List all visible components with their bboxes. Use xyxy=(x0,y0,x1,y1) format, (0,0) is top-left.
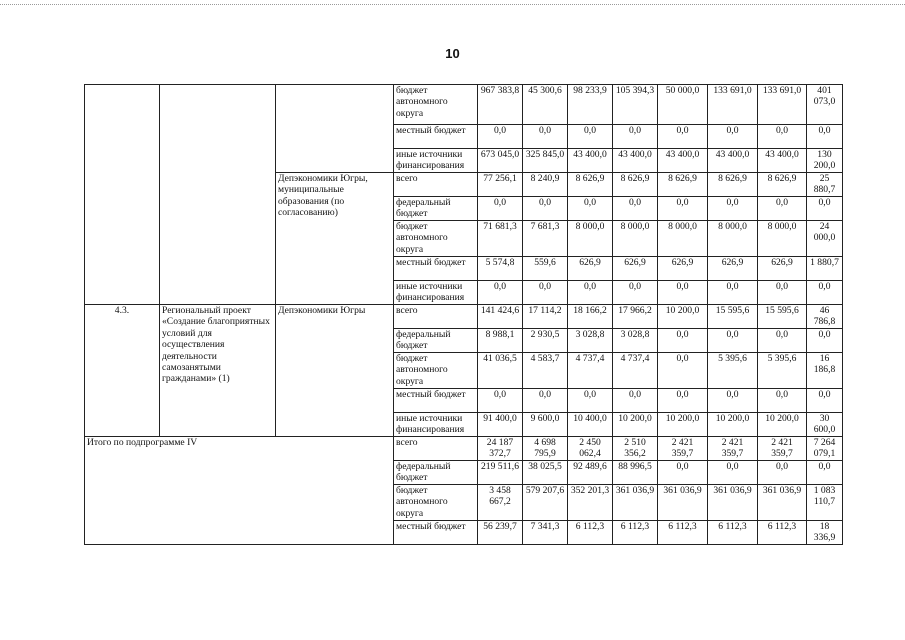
value-cell: 91 400,0 xyxy=(478,413,523,437)
value-cell: 0,0 xyxy=(613,389,658,413)
value-cell: 0,0 xyxy=(523,197,568,221)
executor-cell: Депэкономики Югры xyxy=(276,305,394,437)
value-cell: 0,0 xyxy=(708,461,758,485)
value-cell: 24 187 372,7 xyxy=(478,437,523,461)
value-cell: 141 424,6 xyxy=(478,305,523,329)
value-cell: 50 000,0 xyxy=(658,85,708,125)
funding-source-cell: всего xyxy=(394,437,478,461)
value-cell: 2 930,5 xyxy=(523,329,568,353)
value-cell: 7 341,3 xyxy=(523,521,568,545)
value-cell: 18 336,9 xyxy=(807,521,843,545)
value-cell: 56 239,7 xyxy=(478,521,523,545)
value-cell: 0,0 xyxy=(478,125,523,149)
value-cell: 6 112,3 xyxy=(568,521,613,545)
funding-source-cell: бюджет автономного округа xyxy=(394,221,478,257)
value-cell: 17 114,2 xyxy=(523,305,568,329)
value-cell: 9 600,0 xyxy=(523,413,568,437)
value-cell: 8 626,9 xyxy=(758,173,807,197)
value-cell: 0,0 xyxy=(523,125,568,149)
value-cell: 105 394,3 xyxy=(613,85,658,125)
value-cell: 4 737,4 xyxy=(568,353,613,389)
value-cell: 361 036,9 xyxy=(613,485,658,521)
funding-source-cell: местный бюджет xyxy=(394,125,478,149)
funding-source-cell: федеральный бюджет xyxy=(394,329,478,353)
funding-source-cell: федеральный бюджет xyxy=(394,197,478,221)
funding-source-cell: федеральный бюджет xyxy=(394,461,478,485)
value-cell: 0,0 xyxy=(758,125,807,149)
value-cell: 1 083 110,7 xyxy=(807,485,843,521)
funding-source-cell: иные источники финансирования xyxy=(394,413,478,437)
value-cell: 0,0 xyxy=(658,197,708,221)
value-cell: 8 626,9 xyxy=(568,173,613,197)
value-cell: 6 112,3 xyxy=(758,521,807,545)
value-cell: 0,0 xyxy=(758,389,807,413)
value-cell: 0,0 xyxy=(758,197,807,221)
value-cell: 352 201,3 xyxy=(568,485,613,521)
value-cell: 10 200,0 xyxy=(613,413,658,437)
funding-source-cell: местный бюджет xyxy=(394,521,478,545)
value-cell: 0,0 xyxy=(807,461,843,485)
value-cell: 6 112,3 xyxy=(658,521,708,545)
value-cell: 361 036,9 xyxy=(658,485,708,521)
value-cell: 7 681,3 xyxy=(523,221,568,257)
value-cell: 130 200,0 xyxy=(807,149,843,173)
value-cell: 43 400,0 xyxy=(758,149,807,173)
value-cell: 24 000,0 xyxy=(807,221,843,257)
value-cell: 626,9 xyxy=(568,257,613,281)
value-cell: 2 510 356,2 xyxy=(613,437,658,461)
value-cell: 10 200,0 xyxy=(658,413,708,437)
value-cell: 967 383,8 xyxy=(478,85,523,125)
value-cell: 0,0 xyxy=(807,281,843,305)
value-cell: 0,0 xyxy=(807,125,843,149)
value-cell: 25 880,7 xyxy=(807,173,843,197)
value-cell: 38 025,5 xyxy=(523,461,568,485)
value-cell: 0,0 xyxy=(758,281,807,305)
value-cell: 0,0 xyxy=(708,125,758,149)
executor-cell: Депэкономики Югры, муниципальные образования (по согласованию) xyxy=(276,173,394,305)
value-cell: 5 395,6 xyxy=(708,353,758,389)
value-cell: 16 186,8 xyxy=(807,353,843,389)
value-cell: 626,9 xyxy=(758,257,807,281)
value-cell: 8 000,0 xyxy=(758,221,807,257)
value-cell: 71 681,3 xyxy=(478,221,523,257)
value-cell: 0,0 xyxy=(807,329,843,353)
value-cell: 45 300,6 xyxy=(523,85,568,125)
row-number-cell: 4.3. xyxy=(85,305,160,437)
value-cell: 0,0 xyxy=(523,281,568,305)
value-cell: 0,0 xyxy=(658,125,708,149)
value-cell: 8 240,9 xyxy=(523,173,568,197)
value-cell: 0,0 xyxy=(613,281,658,305)
table-row xyxy=(85,437,843,461)
value-cell: 5 395,6 xyxy=(758,353,807,389)
value-cell: 77 256,1 xyxy=(478,173,523,197)
value-cell: 8 626,9 xyxy=(708,173,758,197)
value-cell: 0,0 xyxy=(568,281,613,305)
funding-source-cell: иные источники финансирования xyxy=(394,149,478,173)
value-cell: 4 698 795,9 xyxy=(523,437,568,461)
value-cell: 133 691,0 xyxy=(758,85,807,125)
value-cell: 626,9 xyxy=(708,257,758,281)
value-cell: 0,0 xyxy=(708,281,758,305)
value-cell: 10 200,0 xyxy=(758,413,807,437)
value-cell: 88 996,5 xyxy=(613,461,658,485)
value-cell: 673 045,0 xyxy=(478,149,523,173)
value-cell: 6 112,3 xyxy=(613,521,658,545)
subtotal-label-cell: Итого по подпрограмме IV xyxy=(85,437,394,545)
value-cell: 0,0 xyxy=(568,197,613,221)
value-cell: 92 489,6 xyxy=(568,461,613,485)
value-cell: 18 166,2 xyxy=(568,305,613,329)
value-cell: 0,0 xyxy=(658,389,708,413)
value-cell: 0,0 xyxy=(758,461,807,485)
value-cell: 0,0 xyxy=(568,125,613,149)
value-cell: 43 400,0 xyxy=(708,149,758,173)
funding-source-cell: местный бюджет xyxy=(394,257,478,281)
value-cell: 5 574,8 xyxy=(478,257,523,281)
value-cell: 8 000,0 xyxy=(708,221,758,257)
value-cell: 0,0 xyxy=(478,281,523,305)
value-cell: 401 073,0 xyxy=(807,85,843,125)
value-cell: 0,0 xyxy=(708,329,758,353)
value-cell: 41 036,5 xyxy=(478,353,523,389)
value-cell: 0,0 xyxy=(613,125,658,149)
executor-cell xyxy=(276,85,394,173)
value-cell: 6 112,3 xyxy=(708,521,758,545)
value-cell: 626,9 xyxy=(613,257,658,281)
value-cell: 0,0 xyxy=(613,197,658,221)
value-cell: 0,0 xyxy=(708,389,758,413)
value-cell: 0,0 xyxy=(658,329,708,353)
value-cell: 15 595,6 xyxy=(758,305,807,329)
value-cell: 3 028,8 xyxy=(613,329,658,353)
value-cell: 219 511,6 xyxy=(478,461,523,485)
measure-name-cell: Региональный проект «Создание благоприятных условий для осуществления деятельности самозанятыми гражданами» (1) xyxy=(160,305,276,437)
page-number: 10 xyxy=(445,46,460,61)
value-cell: 46 786,8 xyxy=(807,305,843,329)
table-row xyxy=(85,85,843,125)
funding-source-cell: бюджет автономного округа xyxy=(394,85,478,125)
value-cell: 0,0 xyxy=(758,329,807,353)
row-number-cell xyxy=(85,85,160,305)
funding-table xyxy=(84,84,843,545)
value-cell: 0,0 xyxy=(807,197,843,221)
value-cell: 2 421 359,7 xyxy=(708,437,758,461)
value-cell: 0,0 xyxy=(658,281,708,305)
value-cell: 325 845,0 xyxy=(523,149,568,173)
funding-source-cell: всего xyxy=(394,173,478,197)
value-cell: 8 000,0 xyxy=(568,221,613,257)
value-cell: 3 458 667,2 xyxy=(478,485,523,521)
funding-source-cell: иные источники финансирования xyxy=(394,281,478,305)
value-cell: 0,0 xyxy=(523,389,568,413)
value-cell: 361 036,9 xyxy=(758,485,807,521)
value-cell: 10 200,0 xyxy=(708,413,758,437)
value-cell: 559,6 xyxy=(523,257,568,281)
value-cell: 0,0 xyxy=(807,389,843,413)
table-row xyxy=(85,305,843,329)
value-cell: 2 450 062,4 xyxy=(568,437,613,461)
value-cell: 10 400,0 xyxy=(568,413,613,437)
value-cell: 43 400,0 xyxy=(613,149,658,173)
value-cell: 4 583,7 xyxy=(523,353,568,389)
value-cell: 0,0 xyxy=(478,389,523,413)
value-cell: 98 233,9 xyxy=(568,85,613,125)
value-cell: 1 880,7 xyxy=(807,257,843,281)
scan-artifact-line xyxy=(0,4,905,11)
measure-name-cell xyxy=(160,85,276,305)
value-cell: 8 626,9 xyxy=(658,173,708,197)
value-cell: 8 626,9 xyxy=(613,173,658,197)
value-cell: 0,0 xyxy=(478,197,523,221)
funding-source-cell: бюджет автономного округа xyxy=(394,485,478,521)
value-cell: 579 207,6 xyxy=(523,485,568,521)
funding-source-cell: бюджет автономного округа xyxy=(394,353,478,389)
value-cell: 4 737,4 xyxy=(613,353,658,389)
value-cell: 8 000,0 xyxy=(613,221,658,257)
value-cell: 17 966,2 xyxy=(613,305,658,329)
value-cell: 7 264 079,1 xyxy=(807,437,843,461)
value-cell: 3 028,8 xyxy=(568,329,613,353)
value-cell: 8 000,0 xyxy=(658,221,708,257)
value-cell: 0,0 xyxy=(658,353,708,389)
value-cell: 10 200,0 xyxy=(658,305,708,329)
value-cell: 0,0 xyxy=(708,197,758,221)
value-cell: 2 421 359,7 xyxy=(758,437,807,461)
value-cell: 15 595,6 xyxy=(708,305,758,329)
value-cell: 0,0 xyxy=(568,389,613,413)
value-cell: 626,9 xyxy=(658,257,708,281)
value-cell: 2 421 359,7 xyxy=(658,437,708,461)
value-cell: 133 691,0 xyxy=(708,85,758,125)
funding-source-cell: местный бюджет xyxy=(394,389,478,413)
value-cell: 0,0 xyxy=(658,461,708,485)
value-cell: 361 036,9 xyxy=(708,485,758,521)
value-cell: 43 400,0 xyxy=(658,149,708,173)
funding-source-cell: всего xyxy=(394,305,478,329)
value-cell: 30 600,0 xyxy=(807,413,843,437)
value-cell: 8 988,1 xyxy=(478,329,523,353)
value-cell: 43 400,0 xyxy=(568,149,613,173)
